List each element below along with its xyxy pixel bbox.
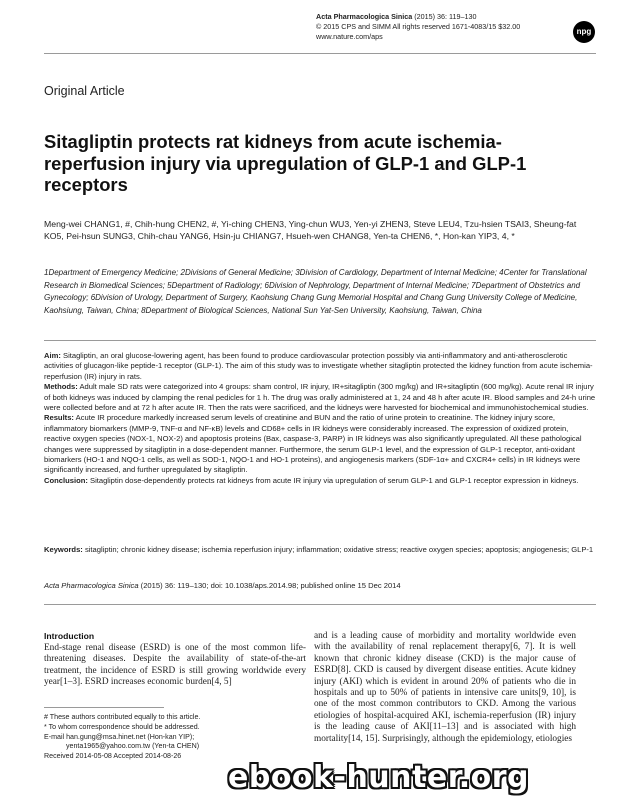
author-list: Meng-wei CHANG1, #, Chih-hung CHEN2, #, Yi-ching CHEN3, Ying-chun WU3, Yen-yi ZHEN3, Steve LEU4, Tzu-hsien TSAI3, Sheung-fat KO5, Pei-hsun SUNG3, Chih-chau YANG6, Hsin-ju CHIANG7, Hsueh-wen CHANG8, Yen-ta CHEN6, *, Hon-kan YIP3, 4, *: [44, 219, 577, 242]
journal-header: [316, 12, 566, 42]
journal-name: Acta Pharmacologica Sinica: [316, 12, 413, 21]
footnote-dates: Received 2014-05-08 Accepted 2014-08-26: [44, 752, 182, 761]
abstract-top-rule: [44, 340, 596, 341]
citation-line: Acta Pharmacologica Sinica (2015) 36: 119–130; doi: 10.1038/aps.2014.98; published online 15 Dec 2014: [44, 581, 401, 590]
keywords: Keywords: sitagliptin; chronic kidney disease; ischemia reperfusion injury; inflammation; oxidative stress; reactive oxygen species; apoptosis; angiogenesis; GLP-1: [44, 545, 594, 554]
abstract-aim: Aim: Sitagliptin, an oral glucose-lowering agent, has been found to produce cardiovascular protection possibly via anti-inflammatory and anti-atherosclerotic activities of glucagon-like peptide-1 receptor (GLP-1). The aim of this study was to investigate whether sitagliptin protected the kidney function from acute ischemia-reperfusion (IR) injury in rats.: [44, 351, 593, 381]
npg-logo: npg: [573, 21, 595, 43]
introduction-heading: Introduction: [44, 631, 95, 641]
article-title: Sitagliptin protects rat kidneys from acute ischemia-reperfusion injury via upregulation of GLP-1 and GLP-1 receptors: [44, 131, 527, 196]
footnote-rule: [44, 707, 164, 708]
affiliations: 1Department of Emergency Medicine; 2Divisions of General Medicine; 3Division of Cardiology, Department of Internal Medicine; 4Center for Translational Research in Biomedical Sciences; 5Department of Radiology; 6Division of Nephrology, Department of Internal Medicine; 7Department of Obstetrics and Gynecology; 6Division of Urology, Department of Surgery, Kaohsiung Chang Gung Memorial Hospital and Chang Gung University College of Medicine, Kaohsiung, Taiwan, China; 8Department of Biological Sciences, National Sun Yat-Sen University, Kaohsiung, Taiwan, China: [44, 268, 587, 316]
abstract-methods: Methods: Adult male SD rats were categorized into 4 groups: sham control, IR injury, IR+sitagliptin (300 mg/kg) and IR+sitagliptin (600 mg/kg). Acute renal IR injury of both kidneys was induced by clamping the renal pedicles for 1 h. The drug was orally administered at 1, 24 and 48 h after acute IR. Blood samples and 24-h urine were collected before and at 72 h after acute IR. Then the rats were sacrificed, and the kidneys were harvested for biochemical and immunohistochemical studies.: [44, 382, 596, 413]
header-rule: [44, 53, 596, 54]
footnotes: [44, 713, 306, 762]
abstract-results: Results: Acute IR procedure markedly increased serum levels of creatinine and BUN and the ratio of urine protein to creatinine. The kidney injury score, inflammatory biomarkers (MMP-9, TNF-α and NF-κB) levels and CD68+ cells in IR kidneys were considerably increased. The expression of oxidized protein, reactive oxygen species (NOX-1, NOX-2) and apoptosis proteins (Bax, caspase-3, PARP) in IR kidneys was also significantly upregulated. All these pathological changes were suppressed by sitagliptin in a dose-dependent manner. Furthermore, the serum GLP-1 level, and the expression of GLP-1 receptor, anti-oxidant biomarkers (HO-1 and NQO-1 cells, as well as SOD-1, NQO-1 and HO-1 proteins), and angiogenesis markers (SDF-1α+ and CXCR4+ cells) in IR kidneys were significantly increased, and further upregulated by sitagliptin.: [44, 413, 582, 475]
article-type: Original Article: [44, 84, 125, 98]
copyright-line: © 2015 CPS and SIMM All rights reserved 1671-4083/15 $32.00: [316, 22, 521, 31]
abstract: [44, 351, 596, 486]
journal-url[interactable]: www.nature.com/aps: [316, 32, 383, 41]
journal-issue: (2015) 36: 119–130: [414, 12, 477, 21]
watermark-text: ebook-hunter.org: [228, 760, 529, 795]
citation-rule: [44, 604, 596, 605]
footnote-correspondence: * To whom correspondence should be addressed.: [44, 722, 200, 731]
footnote-email-1[interactable]: E-mail han.gung@msa.hinet.net (Hon-kan YIP);: [44, 732, 195, 741]
footnote-email-2[interactable]: yenta1965@yahoo.com.tw (Yen-ta CHEN): [66, 742, 200, 751]
intro-right-column: and is a leading cause of morbidity and mortality worldwide even with the availability of renal replacement therapy[6, 7]. It is well known that chronic kidney disease (CKD) is the major cause of ESRD[8]. CKD is caused by divergent disease entities. Acute kidney injury (AKI) which is evident in around 20% of patients who die in hospitals and up to 50% of patients in intensive care units[9, 10], is one of the most common contributors to CKD. Among the various etiologies of hospital-acquired AKI, ischemia-reperfusion (IR) injury is the leading cause of AKI[11–13] and is associated with high mortality[14, 15]. Surprisingly, although the epidemiology, etiologies: [314, 631, 576, 744]
intro-left-column: End-stage renal disease (ESRD) is one of the most common life-threatening diseases. Despite the availability of state-of-the-art treatment, the incidence of ESRD is still growing worldwide every year[1–3]. ESRD increases economic burden[4, 5]: [44, 643, 306, 687]
abstract-conclusion: Conclusion: Sitagliptin dose-dependently protects rat kidneys from acute IR injury via upregulation of serum GLP-1 and GLP-1 receptor expression in kidneys.: [44, 475, 579, 485]
footnote-equal: # These authors contributed equally to this article.: [44, 713, 201, 721]
